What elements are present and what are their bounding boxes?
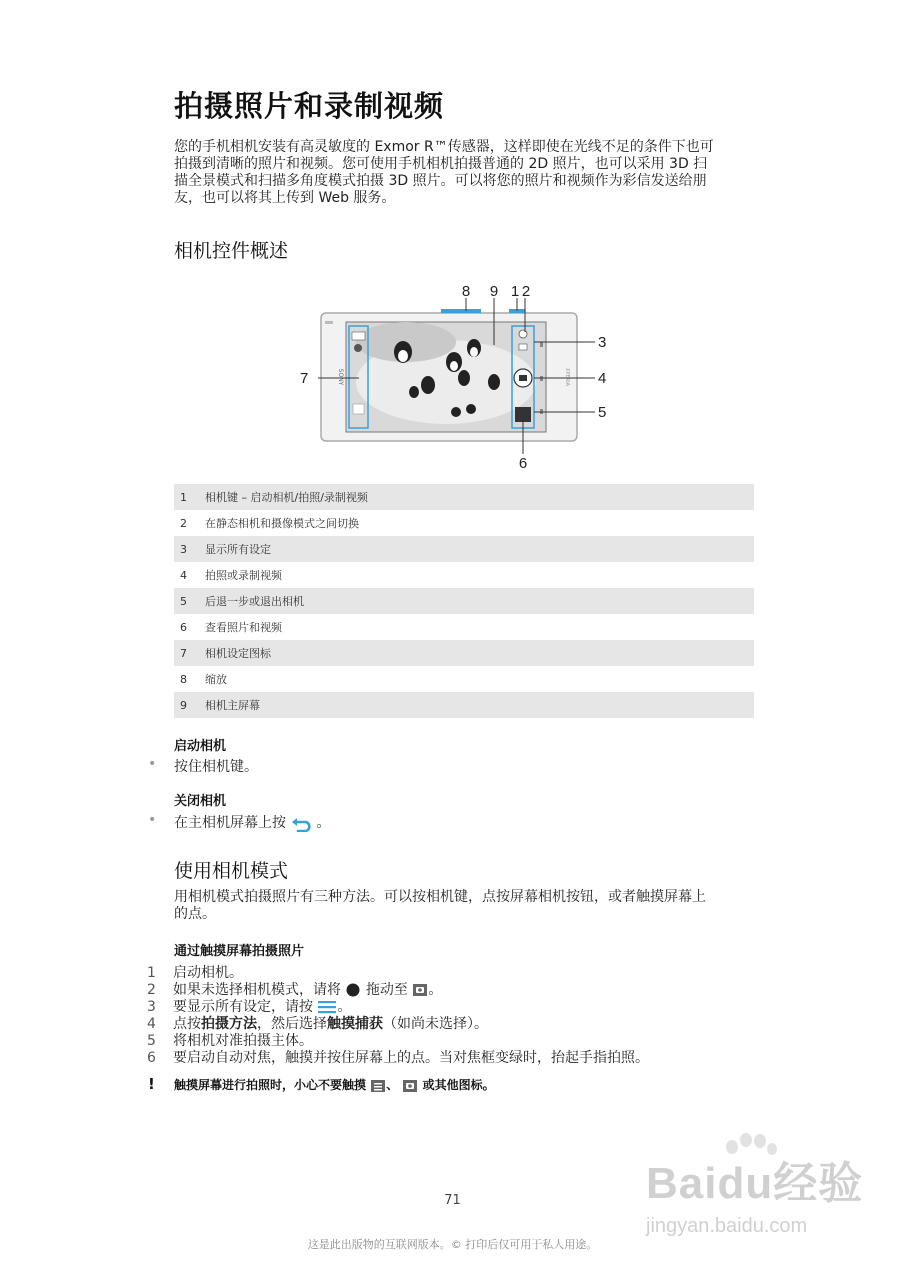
callout-7: 7 (300, 370, 309, 387)
step-number: 3 (147, 999, 156, 1015)
step-number: 1 (147, 965, 156, 981)
intro-line: 您的手机相机安装有高灵敏度的 Exmor R™传感器，这样即使在光线不足的条件下也可 (174, 139, 714, 155)
step-text: 要启动自动对焦，触摸并按住屏幕上的点。当对焦框变绿时，抬起手指拍照。 (173, 1050, 649, 1066)
mode-line: 的点。 (174, 906, 216, 922)
step-number: 4 (147, 1016, 156, 1032)
step-number: 6 (147, 1050, 156, 1066)
bullet-dot: • (148, 756, 157, 772)
note-sep: 、 (386, 1078, 399, 1092)
row-text: 查看照片和视频 (205, 621, 282, 634)
intro-paragraph (174, 139, 764, 207)
step-text: 如果未选择相机模式，请将 (173, 982, 341, 998)
zoom-key (441, 309, 481, 313)
touch-capture-title: 通过触摸屏幕拍摄照片 (174, 944, 305, 959)
watermark-brand: Baidu经验 (646, 1159, 864, 1208)
step-text: 将相机对准拍摄主体。 (173, 1033, 313, 1049)
table-row (174, 666, 754, 692)
warning-icon: ! (148, 1075, 155, 1093)
row-text: 相机主屏幕 (205, 699, 260, 712)
table-row (174, 484, 754, 510)
intro-line: 拍摄到清晰的照片和视频。您可使用手机相机拍摄普通的 2D 照片，也可以采用 3D 扫 (174, 156, 708, 172)
step-text: （如尚未选择）。 (383, 1016, 488, 1032)
step-item (147, 1047, 649, 1067)
mode-line: 用相机模式拍摄照片有三种方法。可以按相机键，点按屏幕相机按钮，或者触摸屏幕上 (174, 889, 706, 905)
close-camera-text: 在主相机屏幕上按 (174, 815, 286, 831)
controls-table (174, 484, 754, 718)
watermark-url: jingyan.baidu.com (646, 1215, 808, 1237)
row-text: 显示所有设定 (205, 543, 271, 556)
close-camera-bullet (174, 812, 330, 832)
callout-5: 5 (598, 404, 607, 421)
camera-mode-icon (412, 983, 428, 997)
section-title-camera-mode: 使用相机模式 (174, 860, 289, 882)
row-text: 拍照或录制视频 (205, 569, 282, 582)
step-text: 。 (337, 999, 352, 1015)
step-text: 启动相机。 (173, 965, 243, 981)
row-number: 1 (180, 490, 187, 504)
row-text: 后退一步或退出相机 (205, 595, 304, 608)
step-number: 5 (147, 1033, 156, 1049)
row-number: 3 (180, 542, 187, 556)
table-row (174, 692, 754, 718)
callout-4: 4 (598, 370, 607, 387)
brand-right: XPERIA (564, 368, 570, 386)
warning-note (148, 1075, 495, 1093)
row-number: 6 (180, 620, 187, 634)
table-row (174, 614, 754, 640)
callout-9: 9 (489, 283, 499, 300)
thumbnail (515, 407, 531, 422)
row-text: 在静态相机和摄像模式之间切换 (205, 517, 359, 530)
section-title-camera-controls: 相机控件概述 (174, 240, 289, 262)
settings-icon (370, 1079, 386, 1093)
start-camera-title: 启动相机 (174, 739, 227, 754)
page-title: 拍摄照片和录制视频 (174, 89, 445, 123)
callout-3: 3 (598, 334, 607, 351)
row-number: 7 (180, 646, 187, 660)
row-text: 相机键 – 启动相机/拍照/录制视频 (205, 491, 368, 504)
table-row (174, 588, 754, 614)
row-number: 9 (180, 698, 187, 712)
row-number: 2 (180, 516, 187, 530)
row-number: 5 (180, 594, 187, 608)
table-row (174, 562, 754, 588)
step-text: 拖动至 (365, 982, 408, 998)
step-bold: 触摸捕获 (327, 1016, 383, 1032)
close-camera-period: 。 (316, 815, 331, 831)
camera-icon (402, 1079, 418, 1093)
table-row (174, 510, 754, 536)
intro-line: 友，也可以将其上传到 Web 服务。 (174, 190, 396, 206)
close-camera-title: 关闭相机 (174, 794, 227, 809)
row-text: 相机设定图标 (205, 647, 271, 660)
step-bold: 拍摄方法 (201, 1016, 257, 1032)
step-text: 。 (428, 982, 443, 998)
page-number: 71 (444, 1193, 461, 1208)
mode-dot-icon (345, 983, 361, 997)
table-row (174, 536, 754, 562)
row-text: 缩放 (205, 673, 227, 686)
intro-line: 描全景模式和扫描多角度模式拍摄 3D 照片。可以将您的照片和视频作为彩信发送给朋 (174, 173, 707, 189)
note-text: 或其他图标。 (422, 1078, 495, 1092)
table-row (174, 640, 754, 666)
step-text: 要显示所有设定，请按 (173, 999, 313, 1015)
start-camera-bullet: 按住相机键。 (174, 759, 258, 775)
baidu-watermark (646, 1147, 863, 1238)
callout-8: 8 (461, 283, 471, 300)
camera-mode-paragraph (174, 889, 764, 923)
note-text: 触摸屏幕进行拍照时，小心不要触摸 (174, 1078, 367, 1092)
step-text: ，然后选择 (257, 1016, 327, 1032)
brand-left: SONY (337, 368, 344, 386)
step-number: 2 (147, 982, 156, 998)
row-number: 4 (180, 568, 187, 582)
bullet-dot: • (148, 812, 157, 828)
footer-text: 这是此出版物的互联网版本。© 打印后仅可用于私人用途。 (307, 1238, 598, 1251)
row-number: 8 (180, 672, 187, 686)
callout-1: 1 (510, 283, 520, 300)
callout-2: 2 (521, 283, 531, 300)
paw-icon (720, 1133, 780, 1161)
step-text: 点按 (173, 1016, 201, 1032)
callout-6: 6 (518, 455, 528, 472)
back-icon (290, 814, 316, 832)
camera-controls-diagram (296, 282, 626, 472)
